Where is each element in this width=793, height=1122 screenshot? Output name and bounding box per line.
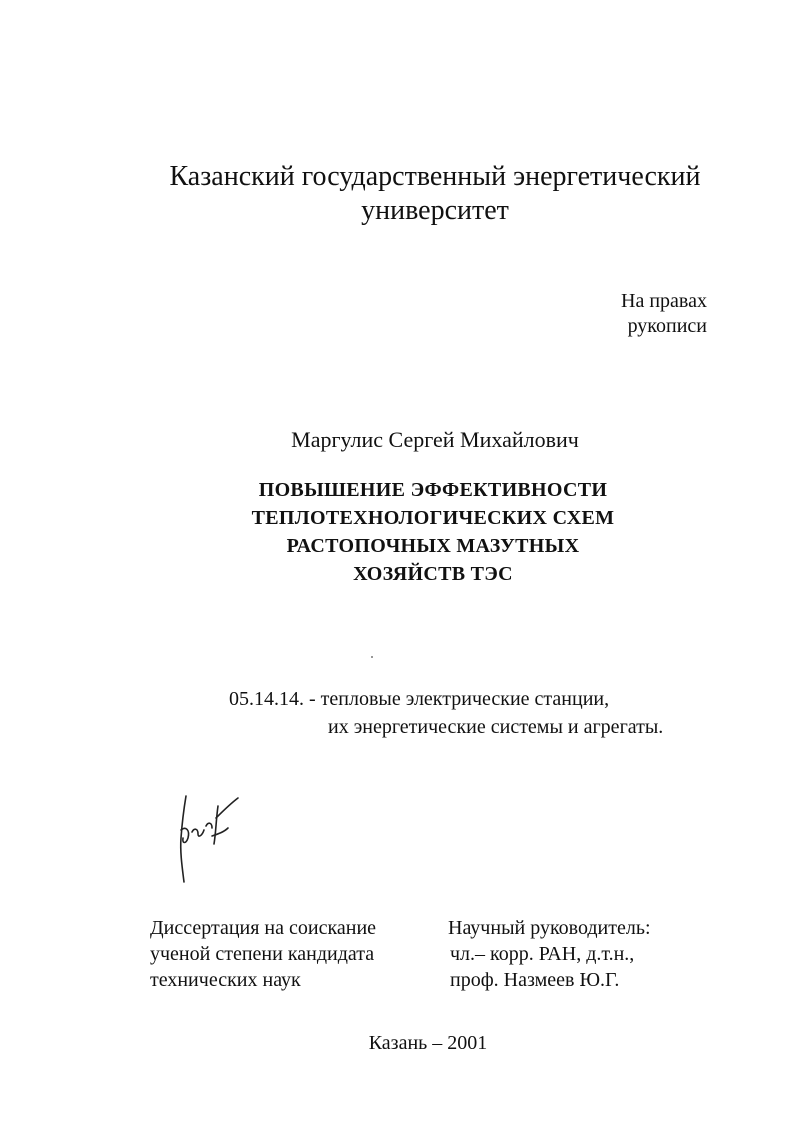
title-line-2: ТЕПЛОТЕХНОЛОГИЧЕСКИХ СХЕМ bbox=[251, 507, 615, 529]
manuscript-rights-line-1: На правах bbox=[621, 290, 707, 312]
handwritten-signature bbox=[172, 786, 252, 886]
scan-speck bbox=[371, 656, 373, 658]
degree-statement bbox=[150, 915, 376, 993]
institution-line-1: Казанский государственный энергетический bbox=[169, 161, 701, 192]
specialty-line-1: 05.14.14. - тепловые электрические станции, bbox=[229, 688, 610, 710]
manuscript-rights-line-2: рукописи bbox=[627, 315, 707, 337]
supervisor-block bbox=[448, 915, 651, 993]
title-line-1: ПОВЫШЕНИЕ ЭФФЕКТИВНОСТИ bbox=[258, 479, 608, 501]
degree-line-3: технических наук bbox=[150, 969, 301, 991]
supervisor-name: проф. Назмеев Ю.Г. bbox=[450, 969, 620, 991]
place-and-year: Казань – 2001 bbox=[368, 1032, 488, 1054]
specialty-line-2: их энергетические системы и агрегаты. bbox=[328, 716, 664, 738]
manuscript-rights bbox=[621, 289, 707, 339]
supervisor-credentials: чл.– корр. РАН, д.т.н., bbox=[450, 943, 635, 965]
supervisor-heading: Научный руководитель: bbox=[448, 917, 651, 939]
degree-line-1: Диссертация на соискание bbox=[150, 917, 377, 939]
institution-line-2: университет bbox=[361, 195, 509, 226]
title-line-4: ХОЗЯЙСТВ ТЭС bbox=[353, 563, 513, 585]
author-name: Маргулис Сергей Михайлович bbox=[291, 427, 579, 452]
institution-name bbox=[0, 160, 793, 228]
title-line-3: РАСТОПОЧНЫХ МАЗУТНЫХ bbox=[286, 535, 580, 557]
dissertation-title bbox=[0, 476, 793, 588]
degree-line-2: ученой степени кандидата bbox=[150, 943, 375, 965]
